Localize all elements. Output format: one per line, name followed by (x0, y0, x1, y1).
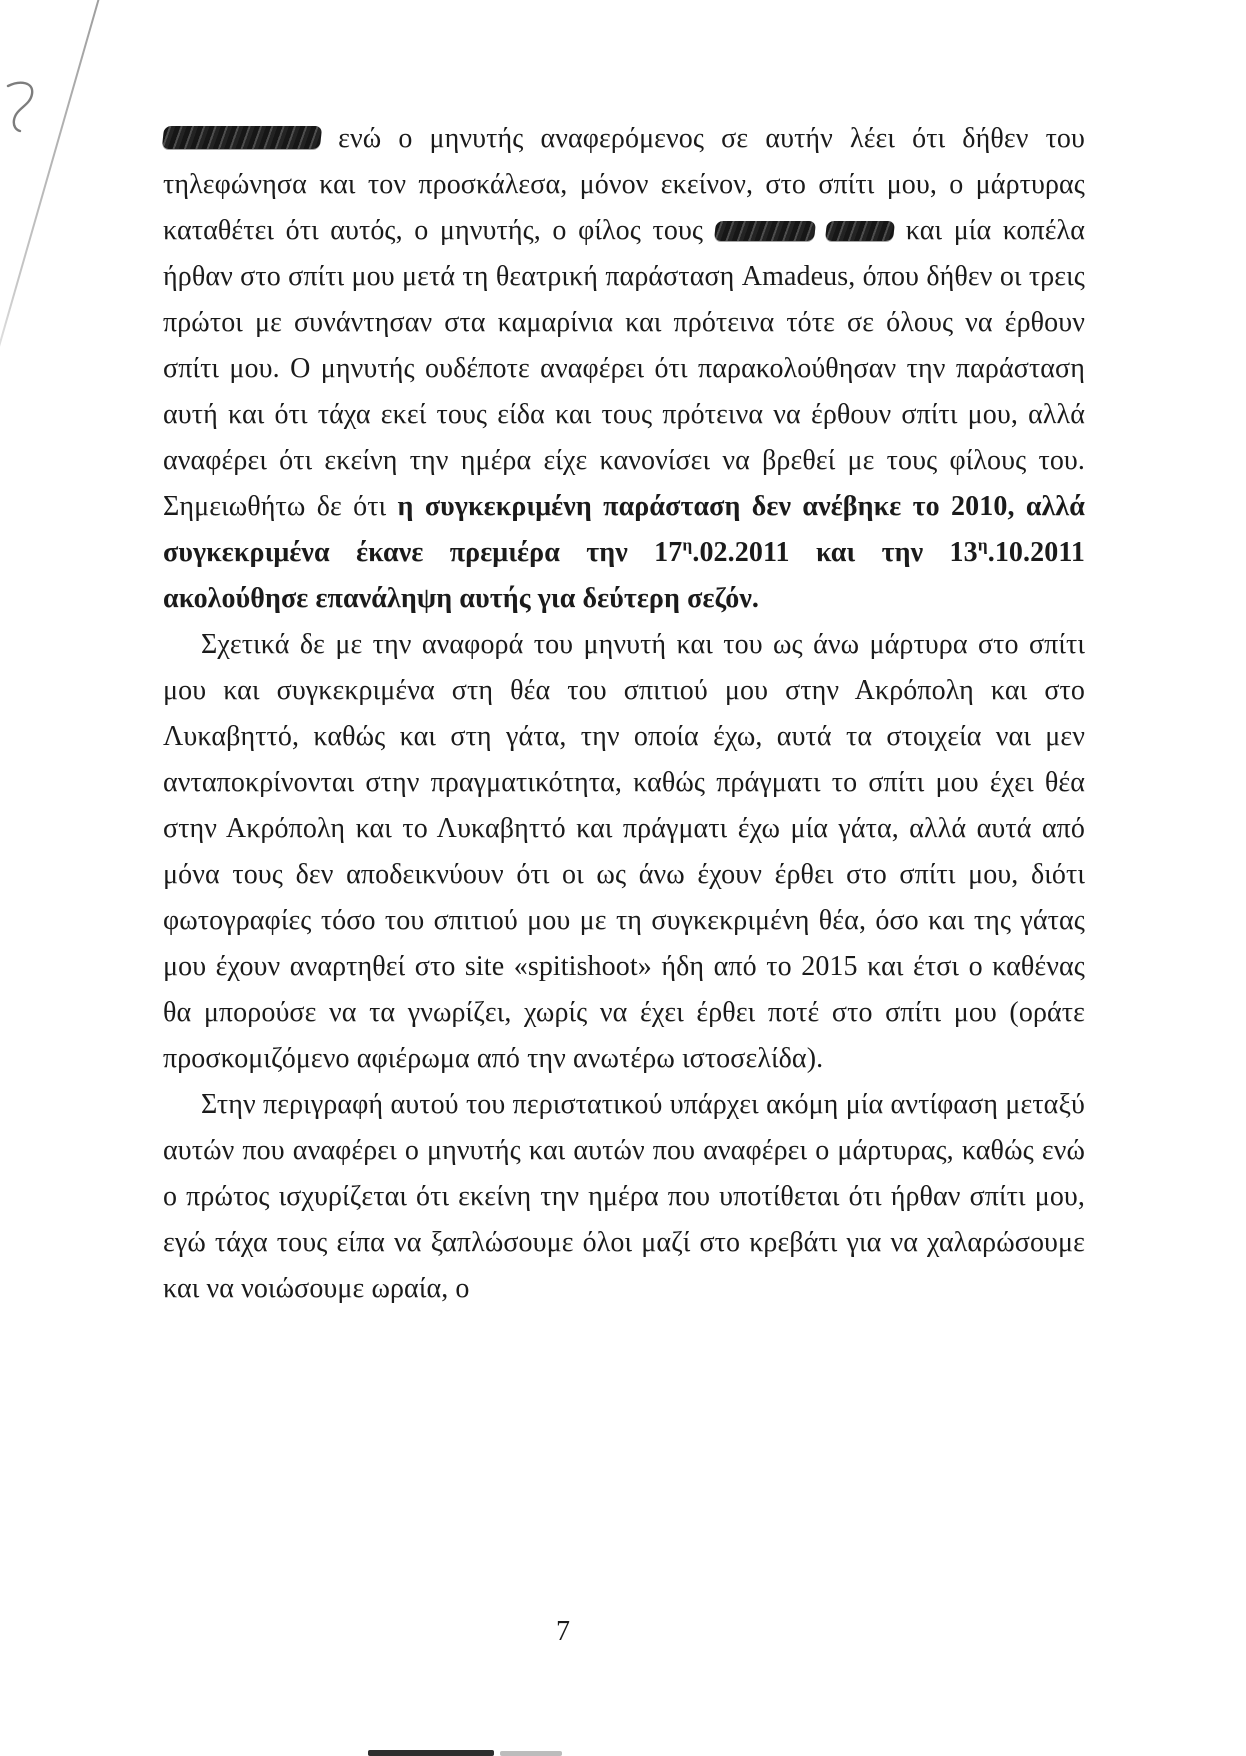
paragraph-1-text-a: ενώ ο μηνυτής αναφερόμενος σε αυτήν λέει ότι δήθεν του τηλεφώνησα και τον προσκάλεσα, μόνον εκείνον, στο σπίτι μου, ο μάρτυρας καταθέτει ότι αυτός, ο μηνυτής, ο φίλος τους (163, 123, 1085, 246)
redaction-mark-2 (714, 221, 816, 241)
body-text (163, 116, 1085, 1312)
redaction-mark-1 (162, 126, 322, 149)
scan-artifact-dark (368, 1750, 494, 1756)
paragraph-1-bold-b: .02.2011 και την 13 (692, 537, 978, 568)
superscript-eta-2: η (977, 535, 988, 555)
paragraph-1 (163, 116, 1085, 622)
paragraph-3: Στην περιγραφή αυτού του περιστατικού υπάρχει ακόμη μία αντίφαση μεταξύ αυτών που αναφέρει ο μηνυτής και αυτών που αναφέρει ο μάρτυρας, καθώς ενώ ο πρώτος ισχυρίζεται ότι εκείνη την ημέρα που υποτίθεται ότι ήρθαν σπίτι μου, εγώ τάχα τους είπα να ξαπλώσουμε όλοι μαζί στο κρεβάτι για να χαλαρώσουμε και να νοιώσουμε ωραία, ο (163, 1089, 1085, 1304)
handwritten-mark-icon (2, 78, 46, 134)
scan-artifact-light (500, 1751, 562, 1756)
paragraph-2: Σχετικά δε με την αναφορά του μηνυτή και του ως άνω μάρτυρα στο σπίτι μου και συγκεκριμένα στη θέα του σπιτιού μου στην Ακρόπολη και στο Λυκαβηττό, καθώς και στη γάτα, την οποία έχω, αυτά τα στοιχεία ναι μεν ανταποκρίνονται στην πραγματικότητα, καθώς πράγματι το σπίτι μου έχει θέα στην Ακρόπολη και το Λυκαβηττό και πράγματι έχω μία γάτα, αλλά αυτά από μόνα τους δεν αποδεικνύουν ότι οι ως άνω έχουν έρθει στο σπίτι μου, διότι φωτογραφίες τόσο του σπιτιού μου με τη συγκεκριμένη θέα, όσο και της γάτας μου έχουν αναρτηθεί στο site «spitishoot» ήδη από το 2015 και έτσι ο καθένας θα μπορούσε να τα γνωρίζει, χωρίς να έχει έρθει ποτέ στο σπίτι μου (οράτε προσκομιζόμενο αφιέρωμα από την ανωτέρω ιστοσελίδα). (163, 629, 1085, 1074)
paragraph-1-bold-c: .10.2011 ακολούθησε επανάληψη αυτής για δεύτερη σεζόν. (163, 537, 1085, 614)
scan-crease-line (0, 0, 108, 422)
paragraph-1-bold-a: η συγκεκριμένη παράσταση δεν ανέβηκε το 2010, αλλά συγκεκριμένα έκανε πρεμιέρα την 17 (163, 491, 1085, 568)
page-number: 7 (556, 1616, 570, 1647)
paragraph-1-text-b: και μία κοπέλα ήρθαν στο σπίτι μου μετά τη θεατρική παράσταση Amadeus, όπου δήθεν οι τρεις πρώτοι με συνάντησαν στα καμαρίνια και πρότεινα τότε σε όλους να έρθουν σπίτι μου. Ο μηνυτής ουδέποτε αναφέρει ότι παρακολούθησαν την παράσταση αυτή και ότι τάχα εκεί τους είδα και τους πρότεινα να έρθουν σπίτι μου, αλλά αναφέρει ότι εκείνη την ημέρα είχε κανονίσει να βρεθεί με τους φίλους του. Σημειωθήτω δε ότι (163, 215, 1085, 522)
redaction-mark-3 (825, 221, 895, 241)
superscript-eta-1: η (682, 535, 693, 555)
